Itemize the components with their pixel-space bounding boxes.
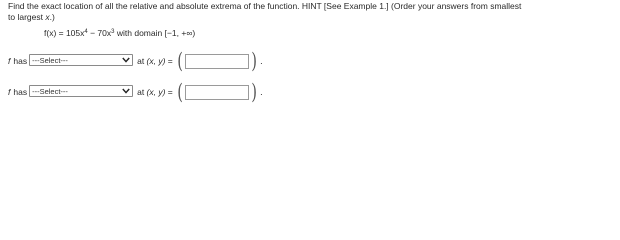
right-paren: ) <box>251 80 257 104</box>
instructions-line2-prefix: to largest <box>8 11 46 22</box>
coordinate-input[interactable] <box>185 85 249 100</box>
extremum-type-select[interactable] <box>29 85 133 97</box>
has-label: has <box>13 56 28 66</box>
select-value: ---Select--- <box>32 55 68 65</box>
at-label <box>137 87 173 97</box>
formula-mid: − 70x <box>87 28 112 38</box>
chevron-down-icon <box>121 87 130 96</box>
answer-row-2 <box>8 81 263 103</box>
select-value: ---Select--- <box>32 86 68 96</box>
formula-domain: with domain [−1, +∞) <box>114 28 196 38</box>
formula-lhs: f(x) = 105x <box>44 28 85 38</box>
answer-row-1 <box>8 50 263 72</box>
question-instructions <box>8 1 612 22</box>
f-label: f <box>8 56 11 66</box>
instructions-line2-var: x <box>45 11 50 22</box>
left-paren: ( <box>176 80 183 104</box>
has-label: has <box>13 87 28 97</box>
instructions-line2-suffix: .) <box>49 11 55 22</box>
f-label: f <box>8 87 11 97</box>
at-label-eq: = <box>165 56 173 66</box>
coordinate-input[interactable] <box>185 54 249 69</box>
chevron-down-icon <box>121 56 130 65</box>
at-label-prefix: at <box>137 87 147 97</box>
end-period: . <box>260 87 263 97</box>
at-label <box>137 56 173 66</box>
formula-exp2: 3 <box>111 29 115 35</box>
function-formula <box>44 28 195 39</box>
right-paren: ) <box>251 49 257 73</box>
formula-exp1: 4 <box>84 29 88 35</box>
left-paren: ( <box>176 49 183 73</box>
extremum-type-select[interactable] <box>29 54 133 66</box>
at-label-eq: = <box>165 87 173 97</box>
instructions-line1: Find the exact location of all the relative and absolute extrema of the function. HINT [See Example 1.] (Order your answers from smallest <box>8 1 522 11</box>
end-period: . <box>260 56 263 66</box>
at-label-vars: (x, y) <box>146 87 166 97</box>
at-label-prefix: at <box>137 56 147 66</box>
at-label-vars: (x, y) <box>146 56 166 66</box>
